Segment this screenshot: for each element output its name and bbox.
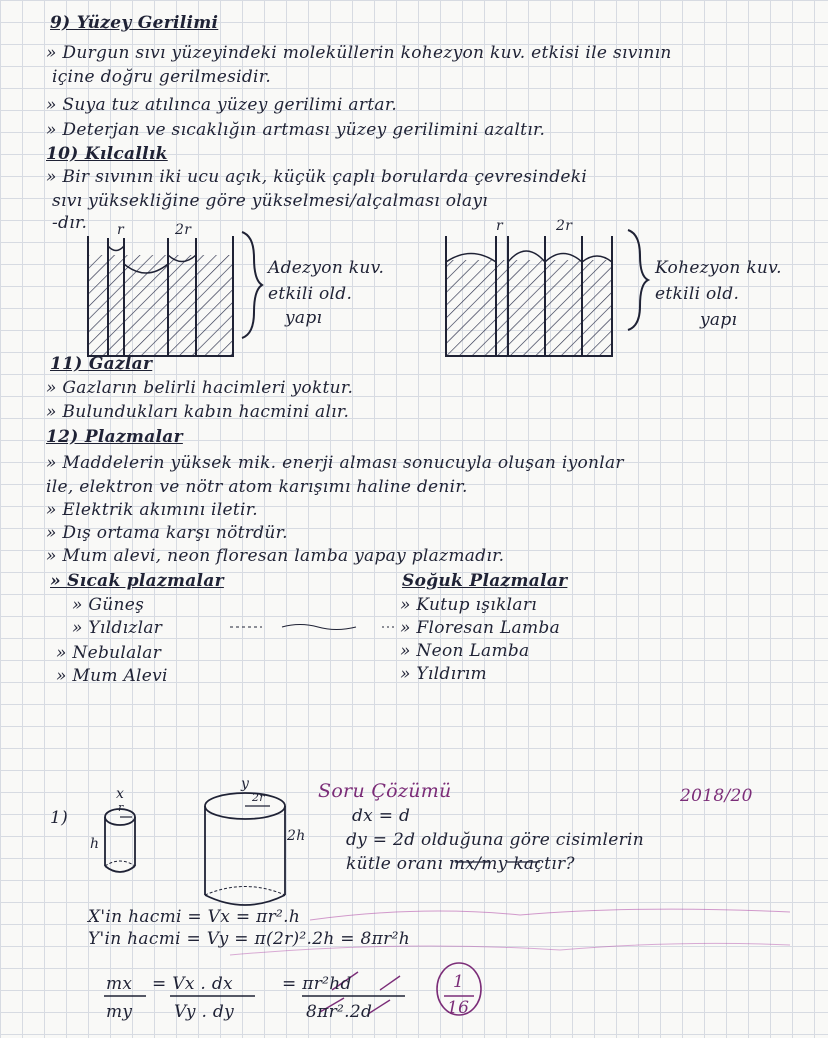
fig2-label-2r: 2r — [556, 218, 573, 234]
cold-plasma-item-1: » Kutup ışıkları — [400, 595, 537, 615]
hot-plasma-item-1: » Güneş — [72, 595, 145, 615]
fig1-text-3: yapı — [285, 308, 323, 328]
s12-bullet-1a: » Maddelerin yüksek mik. enerji alması sonucuyla oluşan iyonlar — [46, 453, 624, 473]
fig2-label-r: r — [496, 218, 503, 234]
s9-bullet-1a: » Durgun sıvı yüzeyindeki moleküllerin kohezyon kuv. etkisi ile sıvının — [46, 43, 672, 63]
cold-plasma-item-2: » Floresan Lamba — [400, 618, 561, 638]
brace-2 — [628, 230, 648, 330]
s12-bullet-4: » Mum alevi, neon floresan lamba yapay plazmadır. — [46, 546, 505, 566]
s9-bullet-2: » Suya tuz atılınca yüzey gerilimi artar. — [46, 95, 398, 115]
hot-plasma-item-2: » Yıldızlar — [72, 618, 163, 638]
fig2-text-3: yapı — [700, 310, 738, 330]
given-2: dy = 2d olduğuna göre cisimlerin — [346, 830, 645, 850]
s9-bullet-1b: içine doğru gerilmesidir. — [52, 67, 272, 87]
eq2-numerator: = πr²hd — [282, 974, 352, 994]
s11-bullet-1: » Gazların belirli hacimleri yoktur. — [46, 378, 354, 398]
s10-bullet-1c: -dır. — [52, 213, 88, 233]
section-9-heading: 9) Yüzey Gerilimi — [50, 13, 219, 33]
fig1-label-r: r — [117, 222, 124, 238]
s12-bullet-2: » Elektrik akımını iletir. — [46, 500, 258, 520]
mass-y: my — [106, 1002, 133, 1022]
fig1-text-1: Adezyon kuv. — [268, 258, 385, 278]
cold-plasma-title: Soğuk Plazmalar — [402, 571, 568, 591]
cylinder-x — [105, 809, 135, 872]
cohesion-container — [446, 236, 612, 356]
label-x: x — [116, 786, 125, 802]
cylinder-y — [205, 793, 285, 905]
label-2h: 2h — [287, 828, 306, 844]
hot-plasma-item-3: » Nebulalar — [56, 643, 162, 663]
section-10-heading: 10) Kılcallık — [46, 144, 168, 164]
section-12-heading: 12) Plazmalar — [46, 427, 183, 447]
result-denominator: 16 — [447, 998, 470, 1018]
fig2-text-1: Kohezyon kuv. — [655, 258, 782, 278]
volume-y: Y'in hacmi = Vy = π(2r)².2h = 8πr²h — [88, 929, 410, 949]
fig1-text-2: etkili old. — [268, 284, 353, 304]
hot-plasma-item-4: » Mum Alevi — [56, 666, 168, 686]
label-y: y — [241, 776, 250, 792]
cold-plasma-item-4: » Yıldırım — [400, 664, 487, 684]
section-11-heading: 11) Gazlar — [50, 354, 153, 374]
eq1-denominator: Vy . dy — [174, 1002, 234, 1022]
fig2-text-2: etkili old. — [655, 284, 740, 304]
s11-bullet-2: » Bulundukları kabın hacmini alır. — [46, 402, 350, 422]
exam-year: 2018/20 — [680, 786, 753, 806]
eq1-numerator: = Vx . dx — [152, 974, 233, 994]
mass-x: mx — [106, 974, 133, 994]
s10-bullet-1a: » Bir sıvının iki ucu açık, küçük çaplı borularda çevresindeki — [46, 167, 588, 187]
fig1-label-2r: 2r — [175, 222, 192, 238]
brace-1 — [242, 232, 262, 338]
volume-x: X'in hacmi = Vx = πr².h — [88, 907, 301, 927]
s10-bullet-1b: sıvı yüksekliğine göre yükselmesi/alçalması olayı — [52, 191, 489, 211]
s12-bullet-3: » Dış ortama karşı nötrdür. — [46, 523, 288, 543]
given-3: kütle oranı mx/my kaçtır? — [346, 854, 575, 874]
label-r: r — [118, 801, 124, 814]
s9-bullet-3: » Deterjan ve sıcaklığın artması yüzey gerilimini azaltır. — [46, 120, 546, 140]
adhesion-container — [88, 236, 233, 356]
hot-plasma-title: » Sıcak plazmalar — [50, 571, 224, 591]
eq2-denominator: 8πr².2d — [306, 1002, 373, 1022]
question-number: 1) — [50, 808, 69, 828]
given-1: dx = d — [352, 806, 411, 826]
label-h: h — [90, 836, 100, 852]
cold-plasma-item-3: » Neon Lamba — [400, 641, 530, 661]
s12-bullet-1b: ile, elektron ve nötr atom karışımı haline denir. — [46, 477, 468, 497]
label-2r: 2r — [252, 791, 265, 804]
solution-title: Soru Çözümü — [318, 780, 452, 802]
result-numerator: 1 — [453, 972, 465, 992]
